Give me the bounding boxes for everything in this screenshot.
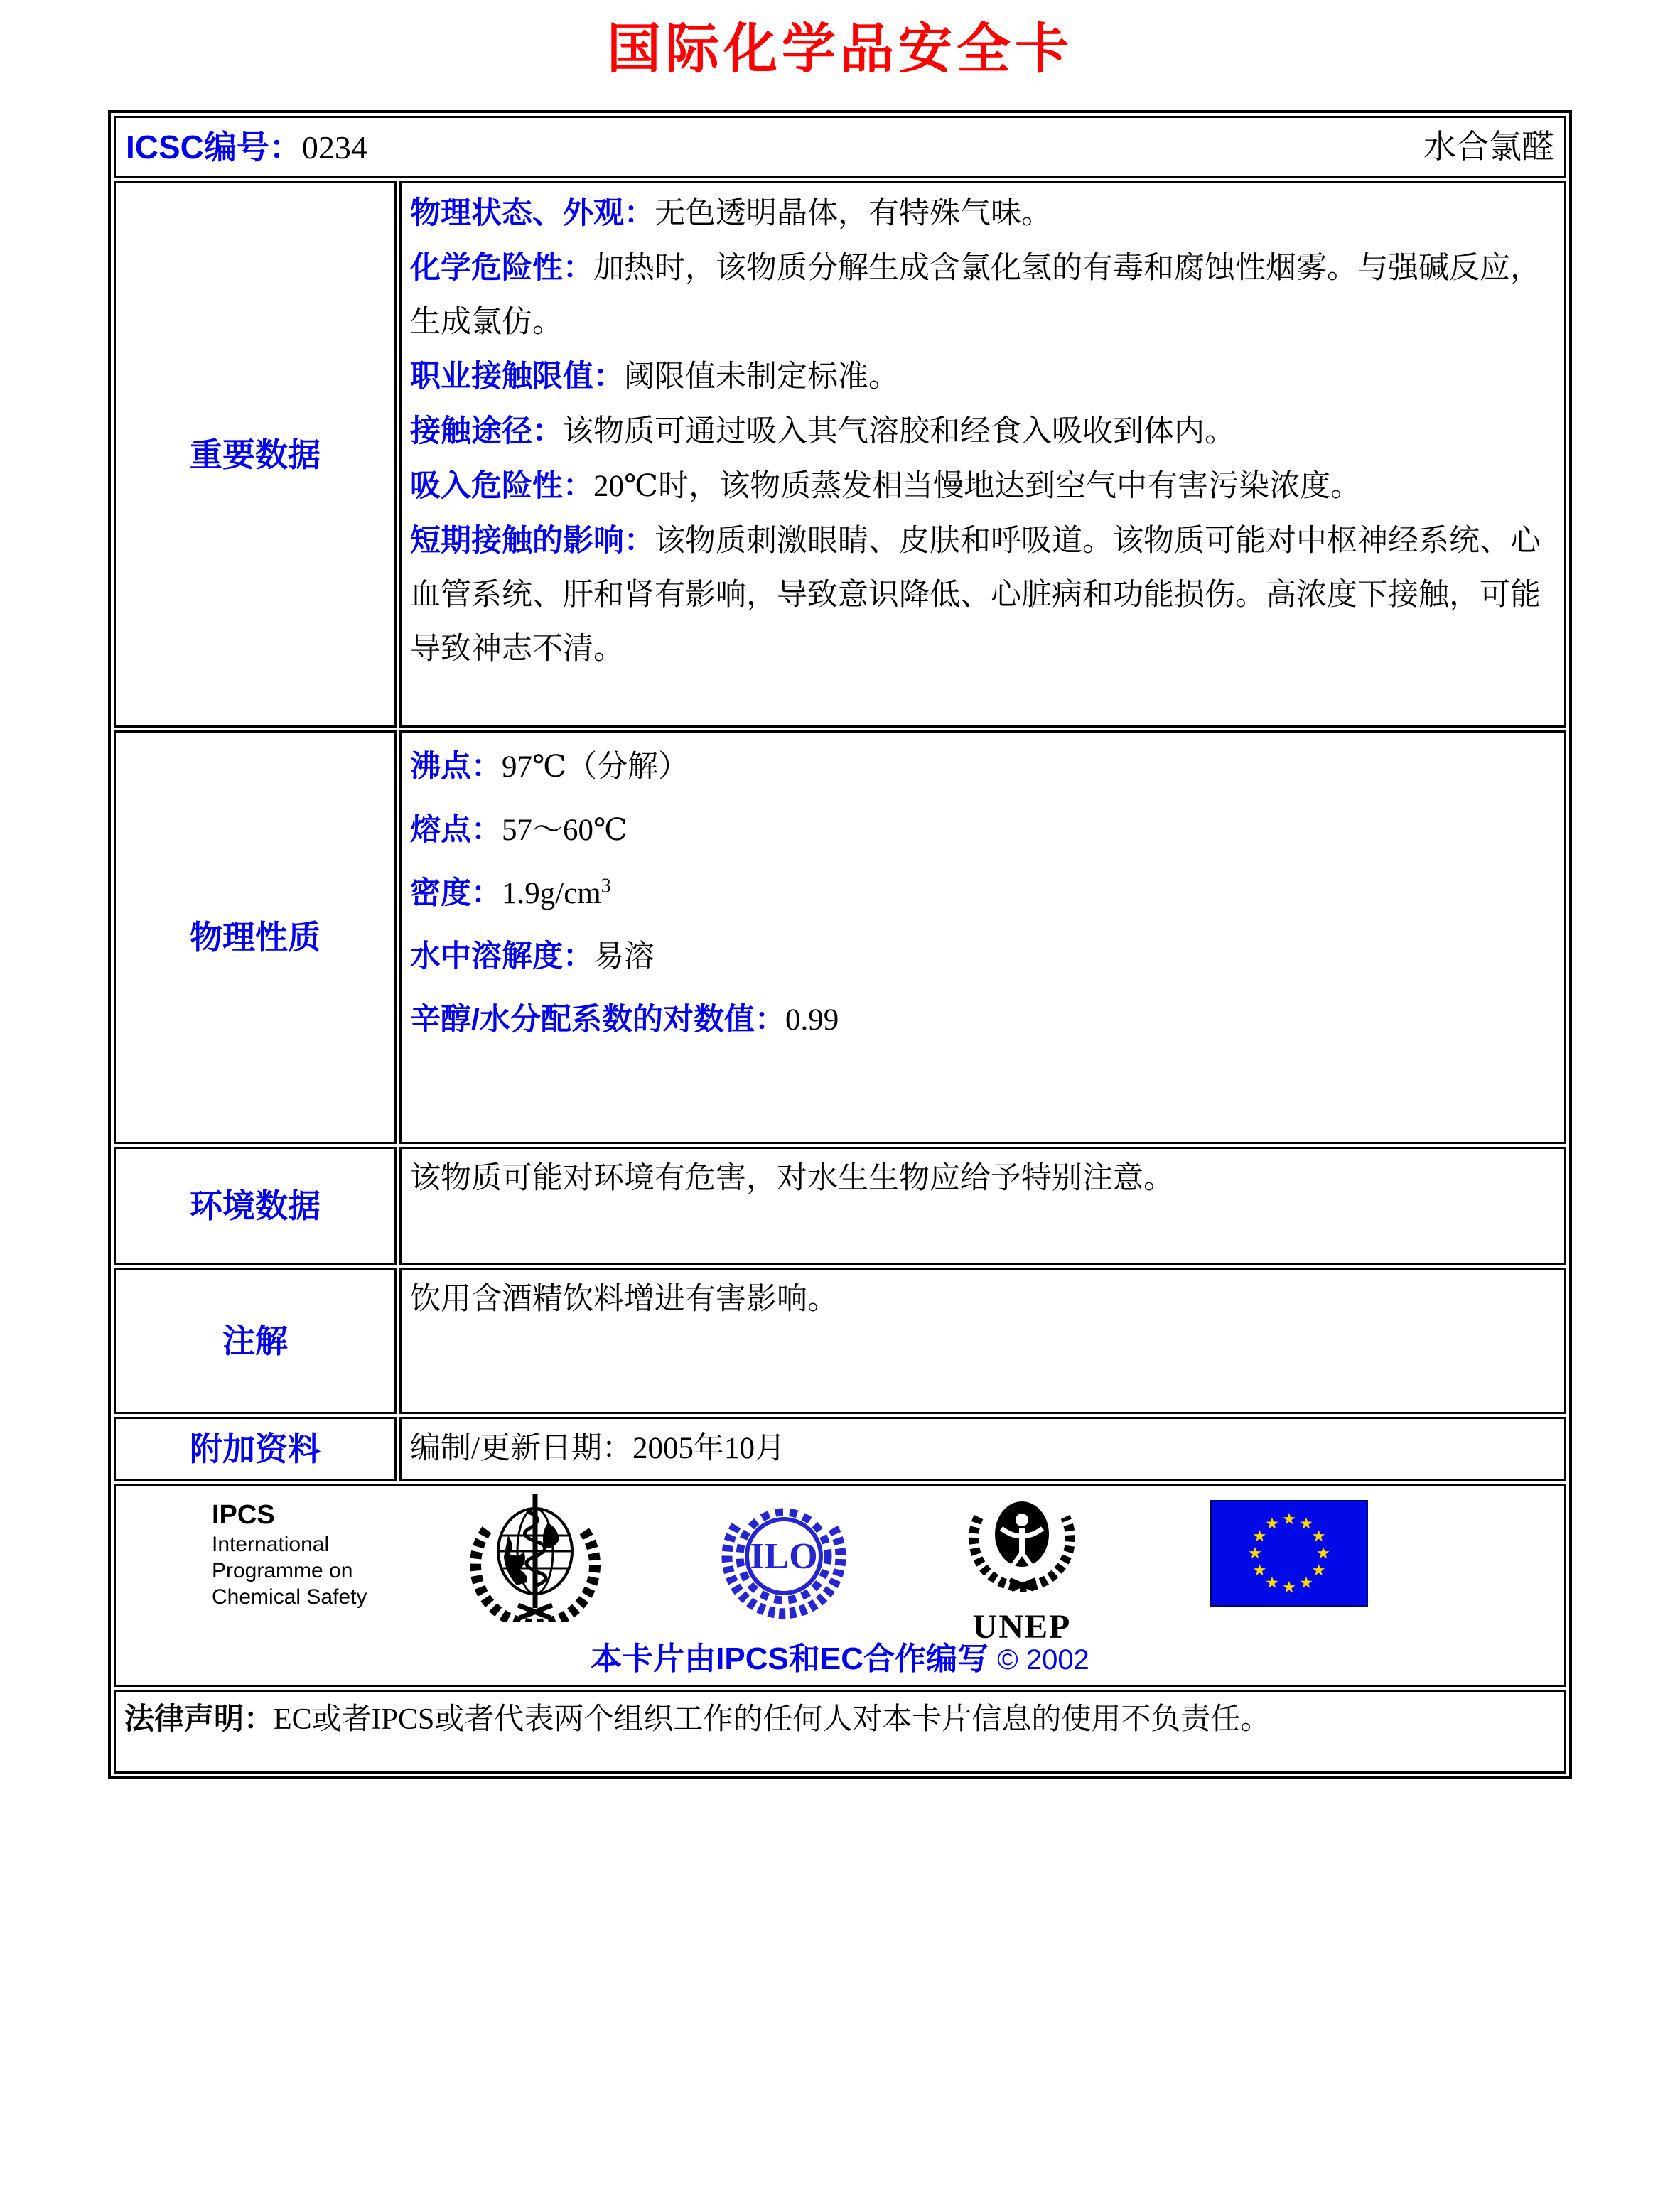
property-label: 沸点： xyxy=(410,750,502,784)
item-text: 加热时，该物质分解生成含氯化氢的有毒和腐蚀性烟雾。与强碱反应，生成氯仿。 xyxy=(410,252,1541,339)
ilo-emblem-icon xyxy=(716,1489,851,1641)
physical-properties-row xyxy=(114,730,1566,1144)
property-value: 57～60℃ xyxy=(502,814,628,847)
property-item xyxy=(410,735,1556,799)
environmental-data-row xyxy=(114,1147,1566,1265)
logos-row xyxy=(114,1484,1566,1687)
item-label: 化学危险性： xyxy=(410,251,593,285)
page-title: 国际化学品安全卡 xyxy=(607,17,1073,80)
environmental-data-content: 该物质可能对环境有危害，对水生生物应给予特别注意。 xyxy=(399,1147,1566,1265)
additional-info-content xyxy=(399,1417,1566,1481)
property-label: 熔点： xyxy=(410,813,502,847)
notes-row xyxy=(114,1268,1566,1414)
notes-content: 饮用含酒精饮料增进有害影响。 xyxy=(399,1268,1566,1414)
property-item xyxy=(410,862,1556,925)
property-label: 水中溶解度： xyxy=(410,939,593,973)
data-item xyxy=(410,514,1556,676)
property-item xyxy=(410,799,1556,862)
who-emblem-icon xyxy=(464,1486,606,1640)
icsc-number: 0234 xyxy=(301,129,367,166)
item-text: 无色透明晶体，有特殊气味。 xyxy=(655,197,1052,230)
credit-line xyxy=(116,1632,1564,1687)
row-label-important-data: 重要数据 xyxy=(114,181,397,728)
credit-text: 本卡片由IPCS和EC合作编写 xyxy=(591,1641,989,1676)
logos-cell xyxy=(114,1484,1566,1687)
row-label-additional-info: 附加资料 xyxy=(114,1417,397,1481)
item-label: 接触途径： xyxy=(410,414,563,448)
header-cell xyxy=(114,116,1566,178)
ipcs-title: IPCS xyxy=(212,1500,275,1530)
row-label-physical-properties: 物理性质 xyxy=(114,730,397,1144)
physical-properties-content xyxy=(399,730,1566,1144)
property-value: 97℃（分解） xyxy=(502,750,689,784)
data-item xyxy=(410,459,1556,514)
unep-label: UNEP xyxy=(972,1608,1072,1646)
item-text: 该物质可通过吸入其气溶胶和经食入吸收到体内。 xyxy=(563,415,1235,448)
update-date-label: 编制/更新日期： xyxy=(410,1432,632,1465)
ipcs-block xyxy=(212,1499,367,1610)
property-value: 1.9g/cm xyxy=(502,877,601,910)
legal-text: EC或者IPCS或者代表两个组织工作的任何人对本卡片信息的使用不负责任。 xyxy=(274,1703,1271,1736)
icsc-number-group xyxy=(126,120,367,175)
copyright: © 2002 xyxy=(997,1644,1089,1676)
data-item xyxy=(410,241,1556,350)
legal-row xyxy=(114,1690,1566,1774)
item-text: 阈限值未制定标准。 xyxy=(624,360,899,394)
property-item xyxy=(410,925,1556,988)
item-label: 短期接触的影响： xyxy=(410,524,655,558)
icsc-label: ICSC编号： xyxy=(126,128,302,166)
property-superscript: 3 xyxy=(601,875,611,897)
row-label-notes: 注解 xyxy=(114,1268,397,1414)
additional-info-row xyxy=(114,1417,1566,1481)
ipcs-subtitle-line: International xyxy=(212,1533,330,1556)
important-data-row xyxy=(114,181,1566,728)
legal-cell xyxy=(114,1690,1566,1774)
ipcs-subtitle-line: Programme on xyxy=(212,1559,353,1582)
property-label: 辛醇/水分配系数的对数值： xyxy=(410,1003,785,1037)
property-value: 易溶 xyxy=(593,940,655,973)
item-text: 该物质刺激眼睛、皮肤和呼吸道。该物质可能对中枢神经系统、心血管系统、肝和肾有影响，导致意识降低、心脏病和功能损伤。高浓度下接触，可能导致神志不清。 xyxy=(410,524,1541,666)
item-text: 20℃时，该物质蒸发相当慢地达到空气中有害污染浓度。 xyxy=(593,470,1362,503)
safety-card-table xyxy=(108,110,1572,1779)
unep-emblem-icon xyxy=(958,1486,1086,1644)
item-label: 吸入危险性： xyxy=(410,469,593,503)
data-item xyxy=(410,350,1556,404)
legal-label: 法律声明： xyxy=(124,1702,274,1735)
ipcs-subtitle-line: Chemical Safety xyxy=(212,1585,367,1609)
row-label-environmental-data: 环境数据 xyxy=(114,1147,397,1265)
data-item xyxy=(410,404,1556,459)
update-date-value: 2005年10月 xyxy=(632,1432,785,1465)
ilo-letters: ILO xyxy=(750,1536,818,1577)
property-item xyxy=(410,988,1556,1052)
item-label: 职业接触限值： xyxy=(410,360,624,394)
chemical-name: 水合氯醛 xyxy=(1423,129,1554,165)
property-label: 密度： xyxy=(410,876,502,910)
property-value: 0.99 xyxy=(785,1003,839,1037)
item-label: 物理状态、外观： xyxy=(410,196,655,230)
data-item xyxy=(410,186,1556,241)
header-row xyxy=(114,116,1566,178)
eu-flag-icon xyxy=(1210,1500,1368,1607)
important-data-content xyxy=(399,181,1566,728)
